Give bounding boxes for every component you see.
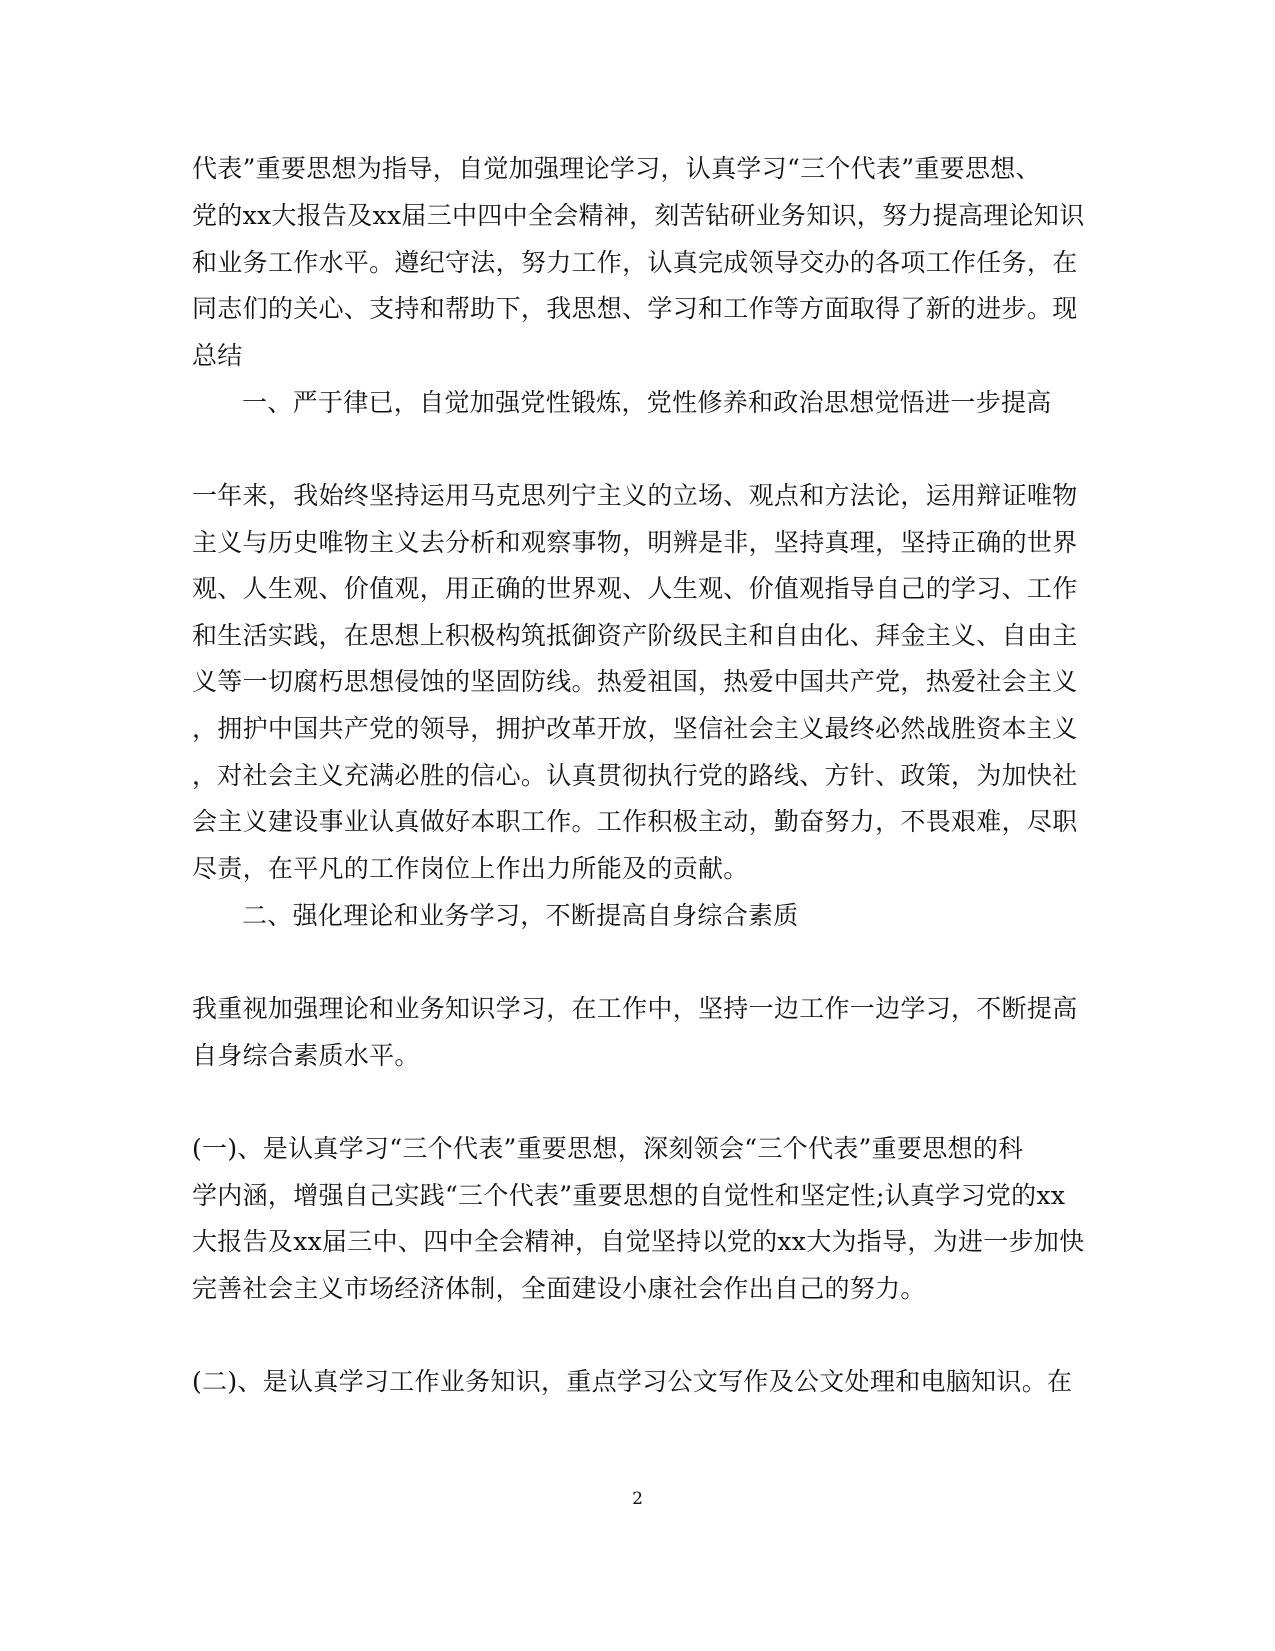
paragraph-line: 和业务工作水平。遵纪守法，努力工作，认真完成领导交办的各项工作任务，在 bbox=[192, 248, 1078, 277]
paragraph-line: 代表”重要思想为指导，自觉加强理论学习，认真学习“三个代表”重要思想、 bbox=[192, 154, 1041, 183]
paragraph-line: (二)、是认真学习工作业务知识，重点学习公文写作及公文处理和电脑知识。在 bbox=[192, 1367, 1073, 1396]
paragraph-line: 自身综合素质水平。 bbox=[192, 1041, 420, 1070]
paragraph-line: 观、人生观、价值观，用正确的世界观、人生观、价值观指导自己的学习、工作 bbox=[192, 574, 1078, 603]
paragraph-line: 党的xx大报告及xx届三中四中全会精神，刻苦钻研业务知识，努力提高理论知识 bbox=[192, 201, 1085, 230]
section-heading-1: 一、严于律已，自觉加强党性锻炼，党性修养和政治思想觉悟进一步提高 bbox=[242, 388, 1052, 417]
paragraph-line: ，对社会主义充满必胜的信心。认真贯彻执行党的路线、方针、政策，为加快社 bbox=[192, 761, 1078, 790]
paragraph-line: 完善社会主义市场经济体制，全面建设小康社会作出自己的努力。 bbox=[192, 1274, 926, 1303]
paragraph-line: 会主义建设事业认真做好本职工作。工作积极主动，勤奋努力，不畏艰难，尽职 bbox=[192, 807, 1078, 836]
paragraph-line: 我重视加强理论和业务知识学习，在工作中，坚持一边工作一边学习，不断提高 bbox=[192, 994, 1078, 1023]
page-number: 2 bbox=[632, 1489, 643, 1509]
paragraph-line: 主义与历史唯物主义去分析和观察事物，明辨是非，坚持真理，坚持正确的世界 bbox=[192, 528, 1078, 557]
paragraph-line: 学内涵，增强自己实践“三个代表”重要思想的自觉性和坚定性;认真学习党的xx bbox=[192, 1181, 1066, 1210]
paragraph-line: 总结 bbox=[192, 341, 243, 370]
paragraph-line: 和生活实践，在思想上积极构筑抵御资产阶级民主和自由化、拜金主义、自由主 bbox=[192, 621, 1078, 650]
paragraph-line: (一)、是认真学习“三个代表”重要思想，深刻领会“三个代表”重要思想的科 bbox=[192, 1134, 1024, 1163]
paragraph-line: 同志们的关心、支持和帮助下，我思想、学习和工作等方面取得了新的进步。现 bbox=[192, 294, 1078, 323]
paragraph-line: 一年来，我始终坚持运用马克思列宁主义的立场、观点和方法论，运用辩证唯物 bbox=[192, 481, 1078, 510]
paragraph-line: ，拥护中国共产党的领导，拥护改革开放，坚信社会主义最终必然战胜资本主义 bbox=[192, 714, 1078, 743]
paragraph-line: 尽责，在平凡的工作岗位上作出力所能及的贡献。 bbox=[192, 854, 749, 883]
section-heading-2: 二、强化理论和业务学习，不断提高自身综合素质 bbox=[242, 901, 799, 930]
paragraph-line: 义等一切腐朽思想侵蚀的坚固防线。热爱祖国，热爱中国共产党，热爱社会主义 bbox=[192, 667, 1078, 696]
paragraph-line: 大报告及xx届三中、四中全会精神，自觉坚持以党的xx大为指导，为进一步加快 bbox=[192, 1227, 1085, 1256]
